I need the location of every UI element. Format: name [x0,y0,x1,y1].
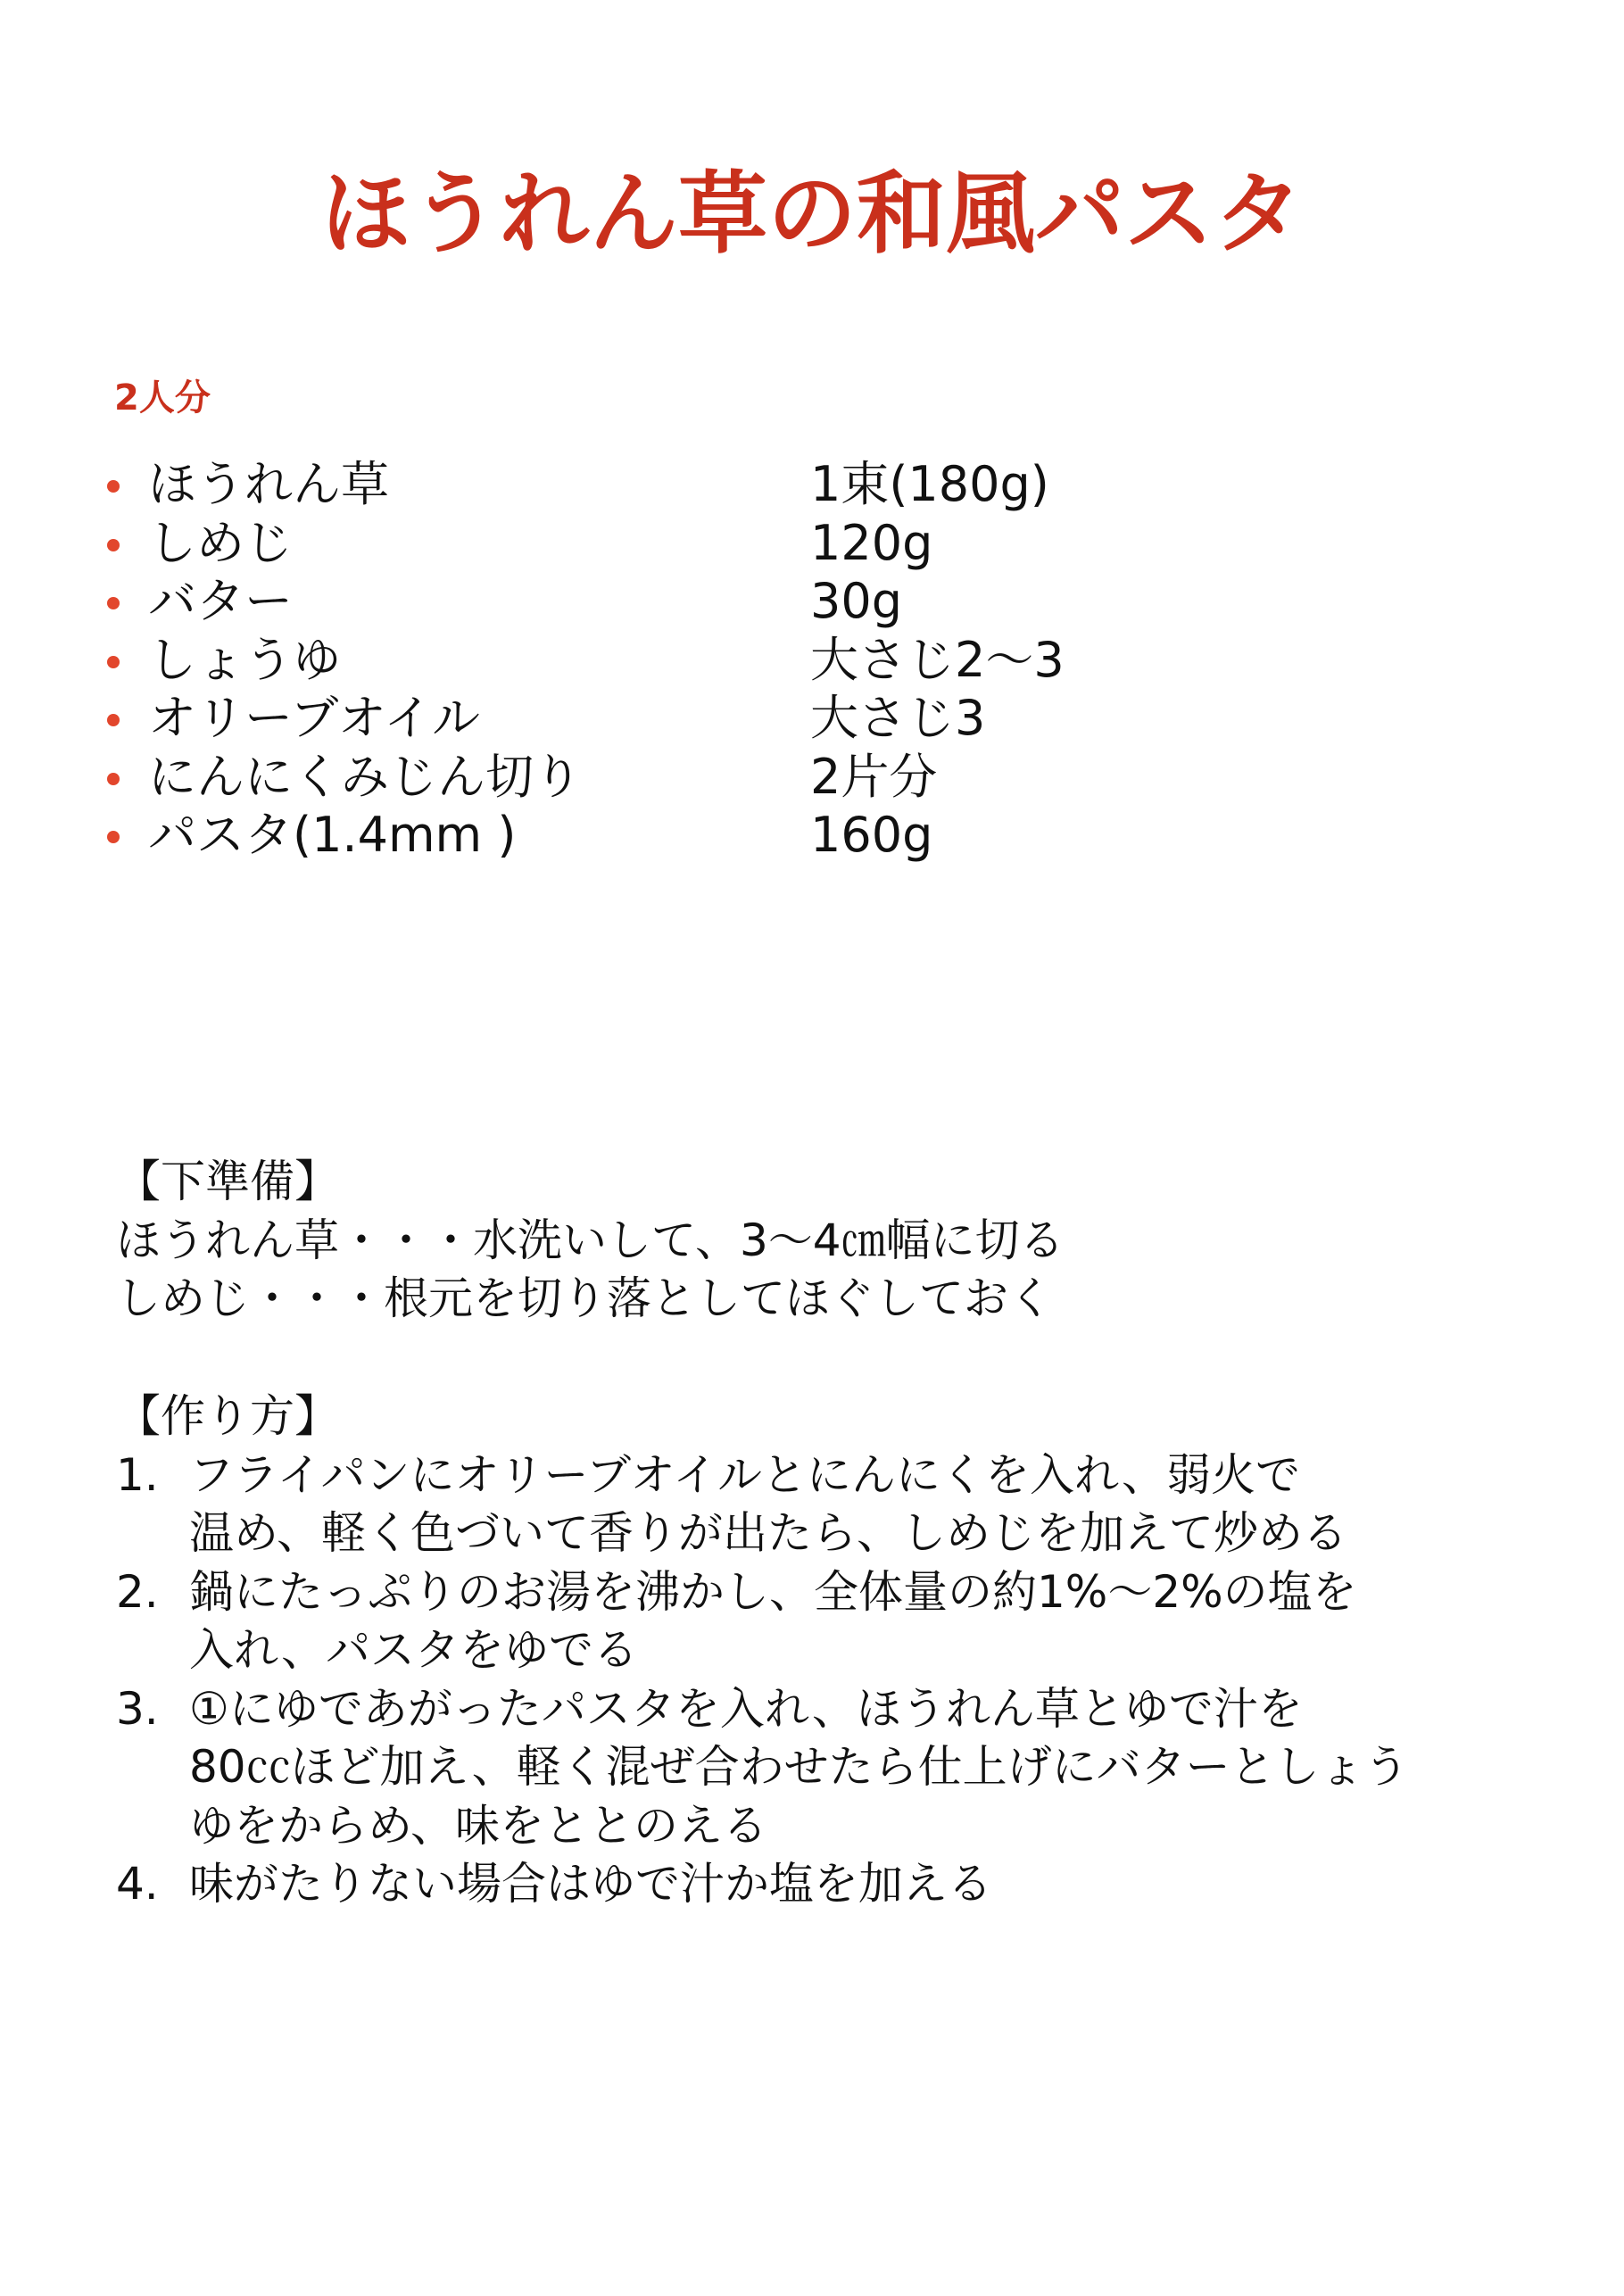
step-item [116,1563,1508,1680]
bullet-icon [107,539,120,551]
step-item [116,1855,1508,1914]
ingredient-item [107,689,1267,748]
ingredient-quantity: 1束(180g) [810,456,1049,512]
ingredient-name: オリーブオイル [148,690,481,746]
recipe-title: ほうれん草の和風パスタ [321,162,1303,266]
step-number: 4. [116,1858,159,1910]
bullet-icon [107,597,120,609]
method-heading: 【作り方】 [116,1390,339,1442]
ingredient-quantity: 30g [810,573,902,629]
step-number: 2. [116,1565,159,1618]
method-section [116,1388,1508,1914]
step-text: ①にゆであがったパスタを入れ、ほうれん草とゆで汁を 80㏄ほど加え、軽く混ぜ合わせたら仕上げにバターとしょう ゆをからめ、味をととのえる [189,1682,1409,1852]
ingredient-quantity: 大さじ2～3 [810,631,1065,688]
ingredient-name: パスタ(1.4mm ) [148,807,517,863]
ingredient-list [107,455,1267,865]
bullet-icon [107,773,120,785]
step-list [116,1446,1508,1914]
prep-line: しめじ・・・根元を切り落としてほぐしておく [116,1272,1053,1324]
ingredient-item [107,455,1267,514]
ingredient-name: にんにくみじん切り [148,748,582,805]
ingredient-quantity: 大さじ3 [810,690,986,746]
ingredient-name: ほうれん草 [148,456,389,512]
step-text: 鍋にたっぷりのお湯を沸かし、全体量の約1%～2%の塩を 入れ、パスタをゆでる [189,1565,1357,1676]
step-item [116,1680,1508,1856]
ingredient-name: しょうゆ [148,631,341,688]
ingredient-quantity: 120g [810,514,933,571]
prep-heading: 【下準備】 [116,1156,339,1207]
prep-line: ほうれん草・・・水洗いして、3～4㎝幅に切る [116,1214,1065,1266]
ingredient-item [107,748,1267,807]
ingredient-item [107,806,1267,865]
bullet-icon [107,656,120,668]
ingredient-item [107,631,1267,690]
prep-section [116,1153,1508,1329]
servings-label: 2人分 [114,377,211,419]
ingredient-quantity: 160g [810,807,933,863]
ingredient-name: しめじ [148,514,293,571]
step-text: フライパンにオリーブオイルとにんにくを入れ、弱火で 温め、軽く色づいて香りが出たら、しめじを加えて炒める [189,1448,1347,1559]
bullet-icon [107,480,120,493]
ingredient-name: バター [148,573,293,629]
step-text: 味がたりない場合はゆで汁か塩を加える [189,1858,992,1910]
step-item [116,1446,1508,1563]
step-number: 3. [116,1682,159,1735]
bullet-icon [107,714,120,726]
step-number: 1. [116,1448,159,1501]
ingredient-item [107,572,1267,631]
bullet-icon [107,831,120,843]
ingredient-quantity: 2片分 [810,748,938,805]
ingredient-item [107,514,1267,573]
